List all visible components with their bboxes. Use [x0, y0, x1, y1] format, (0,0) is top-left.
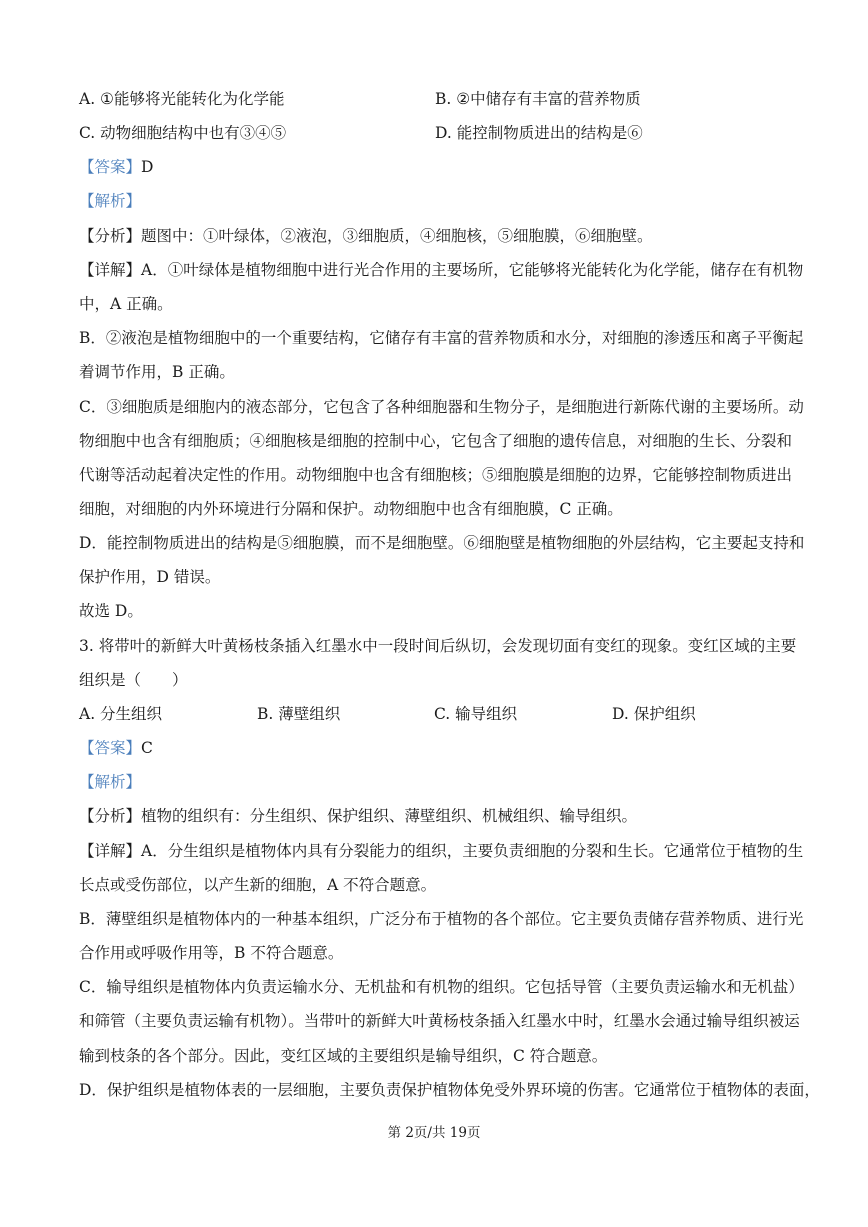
fenxi-text: 题图中：①叶绿体，②液泡，③细胞质，④细胞核，⑤细胞膜，⑥细胞壁。 [141, 227, 653, 245]
q2-detail-line: 细胞，对细胞的内外环境进行分隔和保护。动物细胞中也含有细胞膜，C 正确。 [79, 500, 623, 518]
q3-stem-line: 3. 将带叶的新鲜大叶黄杨枝条插入红墨水中一段时间后纵切，会发现切面有变红的现象。变红区域的主要 [79, 637, 797, 655]
q3-detail-line: 输到枝条的各个部分。因此，变红区域的主要组织是输导组织，C 符合题意。 [79, 1047, 608, 1065]
detail-text: A．①叶绿体是植物细胞中进行光合作用的主要场所，它能够将光能转化为化学能，储存在有机物 [141, 261, 804, 279]
q3-detail-line: 和筛管（主要负责运输有机物）。当带叶的新鲜大叶黄杨枝条插入红墨水中时，红墨水会通过输导组织被运 [79, 1012, 800, 1030]
page-number: 第 2页/共 19页 [387, 1125, 481, 1141]
answer-value: C [141, 739, 153, 757]
q3-detail-line [79, 841, 804, 861]
q3-option-c: C. 输导组织 [434, 705, 518, 723]
q3-option-a: A. 分生组织 [79, 705, 163, 723]
q2-detail-line: 着调节作用，B 正确。 [79, 363, 235, 381]
q2-detail-line: 代谢等活动起着决定性的作用。动物细胞中也含有细胞核；⑤细胞膜是细胞的边界，它能够控制物质进出 [79, 466, 793, 484]
answer-tag: 【答案】 [79, 739, 142, 757]
q3-answer [79, 738, 153, 758]
q3-stem-line: 组织是（ ） [79, 671, 188, 689]
q3-analysis-tag: 【解析】 [79, 773, 142, 791]
q2-analysis-tag: 【解析】 [79, 192, 142, 210]
q3-detail-line: D．保护组织是植物体表的一层细胞，主要负责保护植物体免受外界环境的伤害。它通常位于植物体的表面， [79, 1081, 820, 1099]
detail-tag: 【详解】 [79, 261, 142, 279]
answer-value: D [141, 158, 154, 176]
q3-detail-line: 合作用或呼吸作用等，B 不符合题意。 [79, 944, 344, 962]
q2-detail-line [79, 260, 804, 280]
q2-detail-line: B．②液泡是植物细胞中的一个重要结构，它储存有丰富的营养物质和水分，对细胞的渗透压和离子平衡起 [79, 329, 804, 347]
q2-option-d: D. 能控制物质进出的结构是⑥ [435, 124, 643, 142]
detail-tag: 【详解】 [79, 842, 142, 860]
fenxi-tag: 【分析】 [79, 807, 142, 825]
q2-option-b: B. ②中储存有丰富的营养物质 [435, 90, 641, 108]
q2-detail-line: 中，A 正确。 [79, 295, 173, 313]
q3-detail-line: B．薄壁组织是植物体内的一种基本组织，广泛分布于植物的各个部位。它主要负责储存营养物质、进行光 [79, 910, 804, 928]
q2-detail-line: 物细胞中也含有细胞质；④细胞核是细胞的控制中心，它包含了细胞的遗传信息，对细胞的生长、分裂和 [79, 432, 793, 450]
q3-detail-line: C．输导组织是植物体内负责运输水分、无机盐和有机物的组织。它包括导管（主要负责运输水和无机盐） [79, 978, 804, 996]
q3-detail-line: 长点或受伤部位，以产生新的细胞，A 不符合题意。 [79, 876, 437, 894]
q2-answer [79, 157, 153, 177]
detail-text: A．分生组织是植物体内具有分裂能力的组织，主要负责细胞的分裂和生长。它通常位于植物的生 [141, 842, 804, 860]
fenxi-text: 植物的组织有：分生组织、保护组织、薄壁组织、机械组织、输导组织。 [141, 807, 638, 825]
q3-option-b: B. 薄壁组织 [257, 705, 341, 723]
q2-detail-line: D．能控制物质进出的结构是⑤细胞膜，而不是细胞壁。⑥细胞壁是植物细胞的外层结构，它主要起支持和 [79, 534, 805, 552]
q2-detail-line: C．③细胞质是细胞内的液态部分，它包含了各种细胞器和生物分子，是细胞进行新陈代谢的主要场所。动 [79, 398, 804, 416]
q2-option-c: C. 动物细胞结构中也有③④⑤ [79, 124, 287, 142]
q2-conclusion: 故选 D。 [79, 602, 143, 620]
answer-tag: 【答案】 [79, 158, 142, 176]
q2-detail-line: 保护作用，D 错误。 [79, 568, 221, 586]
fenxi-tag: 【分析】 [79, 227, 142, 245]
q3-option-d: D. 保护组织 [612, 705, 696, 723]
q3-fenxi [79, 806, 637, 826]
q2-option-a: A. ①能够将光能转化为化学能 [79, 90, 285, 108]
q2-fenxi [79, 226, 653, 246]
